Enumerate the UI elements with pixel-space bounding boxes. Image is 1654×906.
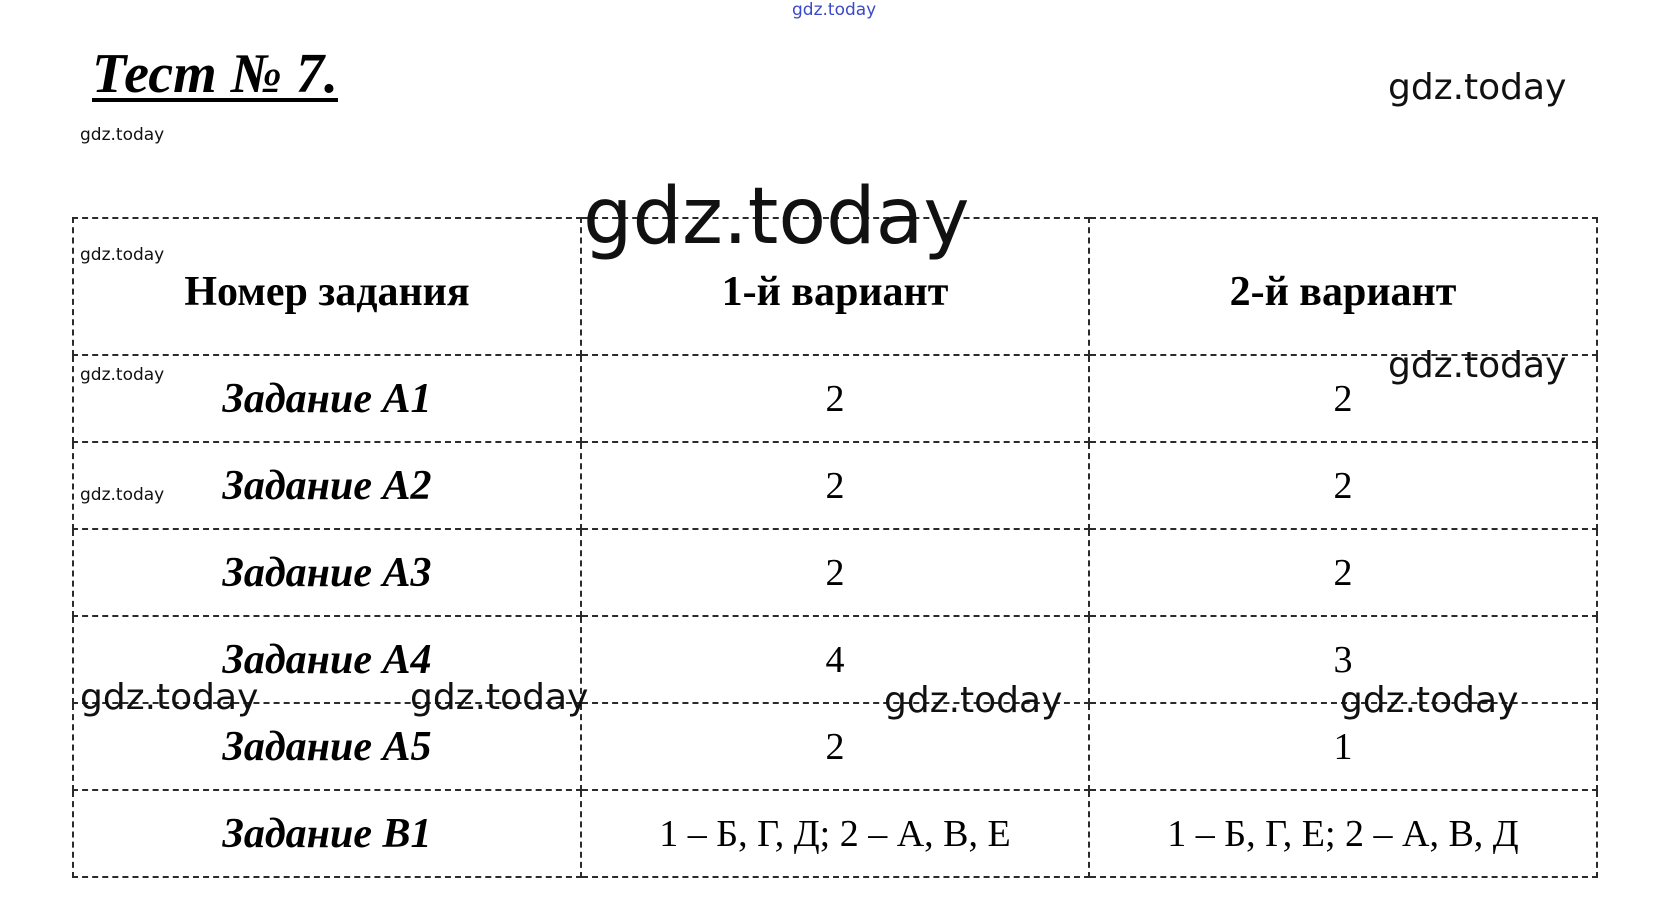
variant-1-cell: 2	[581, 442, 1089, 529]
watermark: gdz.today	[410, 677, 589, 718]
watermark: gdz.today	[80, 245, 165, 265]
table-row	[73, 529, 1597, 616]
watermark: gdz.today	[80, 677, 259, 718]
task-cell: Задание А2	[73, 442, 581, 529]
page-title: Тест № 7.	[92, 43, 338, 105]
watermark: gdz.today	[1340, 680, 1519, 721]
table-row	[73, 355, 1597, 442]
variant-1-cell: 2	[581, 355, 1089, 442]
task-cell: Задание В1	[73, 790, 581, 877]
watermark: gdz.today	[1388, 345, 1567, 386]
watermark: gdz.today	[80, 125, 165, 145]
variant-2-cell: 1	[1089, 703, 1597, 790]
watermark-top: gdz.today	[792, 0, 877, 20]
header-variant-1: 1-й вариант	[581, 218, 1089, 355]
variant-1-cell: 1 – Б, Г, Д; 2 – А, В, Е	[581, 790, 1089, 877]
task-cell: Задание А3	[73, 529, 581, 616]
table-row	[73, 442, 1597, 529]
task-cell: Задание А4	[73, 616, 581, 703]
watermark: gdz.today	[1388, 67, 1567, 108]
variant-1-cell: 2	[581, 529, 1089, 616]
watermark: gdz.today	[80, 485, 165, 505]
task-cell: Задание А1	[73, 355, 581, 442]
variant-1-cell: 2	[581, 703, 1089, 790]
variant-2-cell: 3	[1089, 616, 1597, 703]
table-row	[73, 790, 1597, 877]
task-cell: Задание А5	[73, 703, 581, 790]
answers-table	[72, 217, 1598, 878]
variant-1-cell: 4	[581, 616, 1089, 703]
variant-2-cell: 2	[1089, 442, 1597, 529]
header-variant-2: 2-й вариант	[1089, 218, 1597, 355]
header-task-number: Номер задания	[73, 218, 581, 355]
variant-2-cell: 2	[1089, 355, 1597, 442]
watermark: gdz.today	[884, 680, 1063, 721]
watermark: gdz.today	[80, 365, 165, 385]
watermark: gdz.today	[583, 172, 970, 262]
variant-2-cell: 2	[1089, 529, 1597, 616]
variant-2-cell: 1 – Б, Г, Е; 2 – А, В, Д	[1089, 790, 1597, 877]
